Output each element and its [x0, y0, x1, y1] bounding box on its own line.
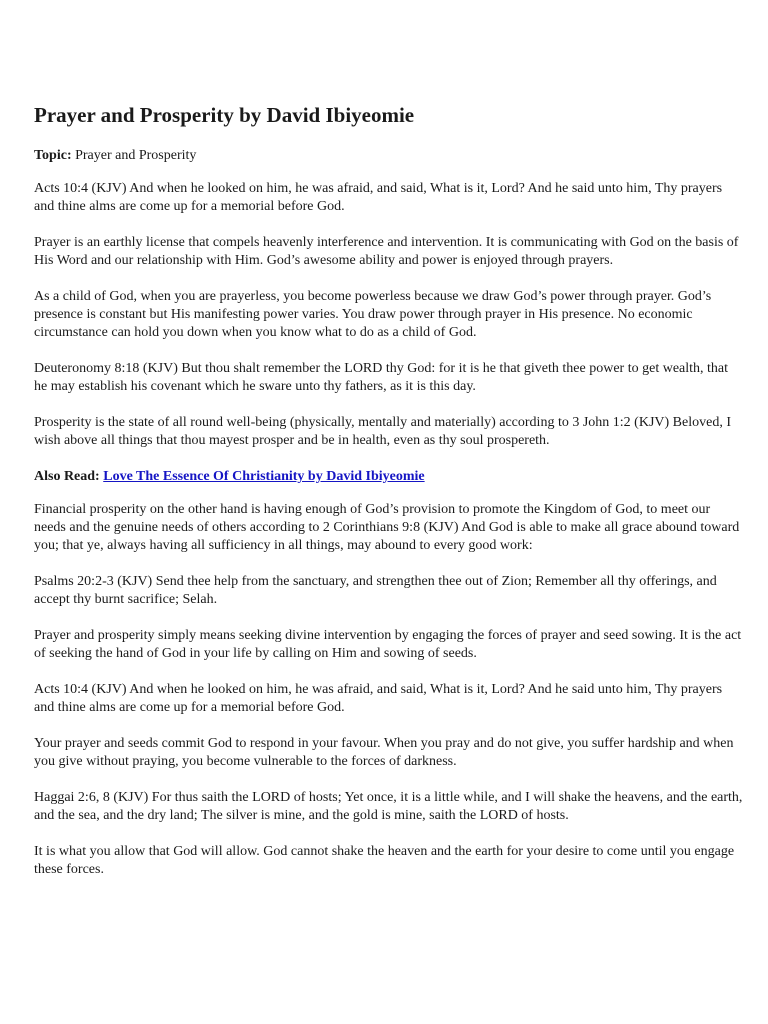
- paragraph: Financial prosperity on the other hand is having enough of God’s provision to promote the Kingdom of God, to meet our needs and the genuine needs of others according to 2 Corinthians 9:8 (KJV) And God is able to make all grace abound toward you; that ye, always having all sufficiency in all things, may abound to every good work:: [34, 502, 740, 553]
- topic-value: Prayer and Prosperity: [75, 148, 197, 163]
- paragraph: Haggai 2:6, 8 (KJV) For thus saith the LORD of hosts; Yet once, it is a little while, and I will shake the heavens, and the earth, and the sea, and the dry land; The silver is mine, and the gold is mine, saith the LORD of hosts.: [34, 790, 743, 823]
- paragraph: Deuteronomy 8:18 (KJV) But thou shalt remember the LORD thy God: for it is he that giveth thee power to get wealth, that he may establish his covenant which he sware unto thy fathers, as it is this day.: [34, 361, 729, 394]
- also-read-label: Also Read:: [34, 469, 100, 484]
- also-read-link[interactable]: Love The Essence Of Christianity by David Ibiyeomie: [103, 469, 425, 484]
- paragraph: Your prayer and seeds commit God to respond in your favour. When you pray and do not give, you suffer hardship and when you give without praying, you become vulnerable to the forces of darkness.: [34, 736, 734, 769]
- paragraph: Psalms 20:2-3 (KJV) Send thee help from the sanctuary, and strengthen thee out of Zion; Remember all thy offerings, and accept thy burnt sacrifice; Selah.: [34, 574, 717, 607]
- also-read-line: [34, 468, 744, 486]
- paragraph: It is what you allow that God will allow. God cannot shake the heaven and the earth for your desire to come until you engage these forces.: [34, 844, 735, 877]
- paragraph: Prosperity is the state of all round well-being (physically, mentally and materially) according to 3 John 1:2 (KJV) Beloved, I wish above all things that thou mayest prosper and be in health, even as thy soul prospereth.: [34, 415, 731, 448]
- topic-label: Topic:: [34, 148, 72, 163]
- article: [34, 100, 744, 897]
- paragraph: Prayer and prosperity simply means seeking divine intervention by engaging the forces of prayer and seed sowing. It is the act of seeking the hand of God in your life by calling on Him and sowing of seeds.: [34, 628, 742, 661]
- topic-line: [34, 147, 744, 165]
- paragraph: Acts 10:4 (KJV) And when he looked on him, he was afraid, and said, What is it, Lord? And he said unto him, Thy prayers and thine alms are come up for a memorial before God.: [34, 181, 723, 214]
- page-title: Prayer and Prosperity by David Ibiyeomie: [34, 103, 415, 127]
- paragraph: Acts 10:4 (KJV) And when he looked on him, he was afraid, and said, What is it, Lord? And he said unto him, Thy prayers and thine alms are come up for a memorial before God.: [34, 682, 723, 715]
- paragraph: Prayer is an earthly license that compels heavenly interference and intervention. It is communicating with God on the basis of His Word and our relationship with Him. God’s awesome ability and power is enjoyed through prayers.: [34, 235, 739, 268]
- paragraph: As a child of God, when you are prayerless, you become powerless because we draw God’s power through prayer. God’s presence is constant but His manifesting power varies. You draw power through prayer in His presence. No economic circumstance can hold you down when you know what to do as a child of God.: [34, 289, 712, 340]
